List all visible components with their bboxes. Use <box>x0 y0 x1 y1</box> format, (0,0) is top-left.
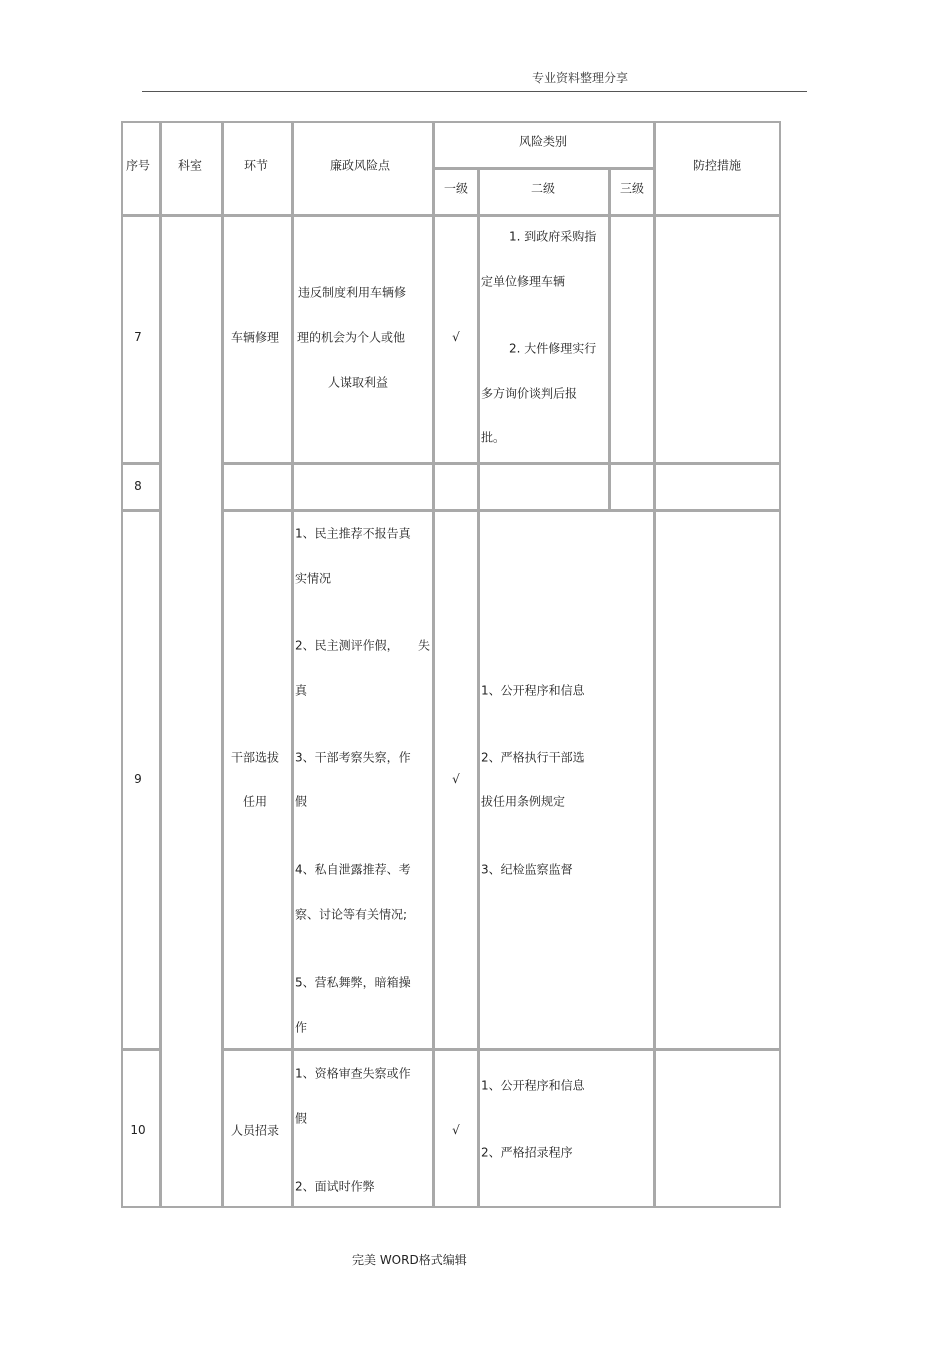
row8-measures-cell <box>654 463 781 511</box>
row9-risk-line: 察、讨论等有关情况; <box>295 907 408 922</box>
row7-risk-line: 违反制度利用车辆修 <box>298 285 407 300</box>
dept-merged-cell <box>160 215 223 1208</box>
row9-level2-line: 3、纪检监察监督 <box>481 862 573 877</box>
row9-risk-line: 1、民主推荐不报告真 <box>295 526 411 541</box>
row10-risk-line: 假 <box>295 1111 308 1126</box>
row9-risk-line: 5、营私舞弊，暗箱操 <box>295 975 411 990</box>
header-stage: 环节 <box>243 158 269 173</box>
row9-risk-line: 假 <box>295 794 308 809</box>
row8-level3-cell <box>609 463 655 511</box>
row7-level3-cell <box>609 215 655 464</box>
row9-seq: 9 <box>134 772 142 786</box>
row9-measures-cell <box>654 510 781 1050</box>
header-level2: 二级 <box>530 181 556 196</box>
row9-risk-line: 作 <box>295 1020 308 1035</box>
page-footer-text: 完美 WORD格式编辑 <box>352 1253 467 1267</box>
row9-stage-line: 干部选拔 <box>230 750 280 765</box>
header-risk-point: 廉政风险点 <box>329 158 391 173</box>
row10-level1-check: √ <box>452 1123 460 1137</box>
row7-level2-line: 定单位修理车辆 <box>481 274 566 289</box>
row9-level2-line: 1、公开程序和信息 <box>481 683 585 698</box>
row10-level2-line: 1、公开程序和信息 <box>481 1078 585 1093</box>
row7-level2-line: 批。 <box>481 430 506 445</box>
row9-risk-line: 2、民主测评作假， <box>295 638 399 653</box>
row9-stage-line: 任用 <box>242 794 268 809</box>
row7-risk-line: 理的机会为个人或他 <box>297 330 406 345</box>
header-level1: 一级 <box>443 181 469 196</box>
row8-level2-cell <box>478 463 610 511</box>
row7-risk-line: 人谋取利益 <box>328 375 389 390</box>
row9-risk-line: 3、干部考察失察，作 <box>295 750 411 765</box>
row9-risk-cell <box>292 510 434 1050</box>
row7-seq: 7 <box>134 330 142 344</box>
row7-level2-line: 多方询价谈判后报 <box>481 386 578 401</box>
row10-seq: 10 <box>130 1123 146 1137</box>
row9-risk-line: 实情况 <box>295 571 332 586</box>
row8-risk-cell <box>292 463 434 511</box>
header-measures: 防控措施 <box>692 158 742 173</box>
row10-level2-merged-cell <box>478 1049 655 1208</box>
row10-level2-line: 2、严格招录程序 <box>481 1145 573 1160</box>
header-seq: 序号 <box>125 158 151 173</box>
row10-risk-line: 2、面试时作弊 <box>295 1179 375 1194</box>
row7-stage-line: 车辆修理 <box>230 330 280 345</box>
row7-level2-line: 1. 到政府采购指 <box>509 229 597 244</box>
row7-level2-line: 2. 大件修理实行 <box>509 341 597 356</box>
row9-risk-line: 4、私自泄露推荐、考 <box>295 862 411 877</box>
row10-risk-line: 1、资格审查失察或作 <box>295 1066 411 1081</box>
header-dept: 科室 <box>177 158 203 173</box>
row8-stage-cell <box>222 463 293 511</box>
header-rule <box>142 91 807 92</box>
row9-level2-merged-cell <box>478 510 655 1050</box>
header-level3: 三级 <box>619 181 645 196</box>
row9-stage-cell <box>222 510 293 1050</box>
page-header-text: 专业资料整理分享 <box>532 71 629 85</box>
row9-risk-line: 失 <box>418 638 431 653</box>
row9-level1-check: √ <box>452 772 460 786</box>
row7-measures-cell <box>654 215 781 464</box>
row10-stage-line: 人员招录 <box>230 1123 280 1138</box>
row7-level1-check: √ <box>452 330 460 344</box>
row10-measures-cell <box>654 1049 781 1208</box>
row9-level2-line: 2、严格执行干部选 <box>481 750 585 765</box>
row9-level2-line: 拔任用条例规定 <box>481 794 566 809</box>
row9-risk-line: 真 <box>295 683 308 698</box>
header-risk-category: 风险类别 <box>518 134 568 149</box>
row8-seq: 8 <box>134 479 142 493</box>
row8-level1-cell <box>433 463 479 511</box>
